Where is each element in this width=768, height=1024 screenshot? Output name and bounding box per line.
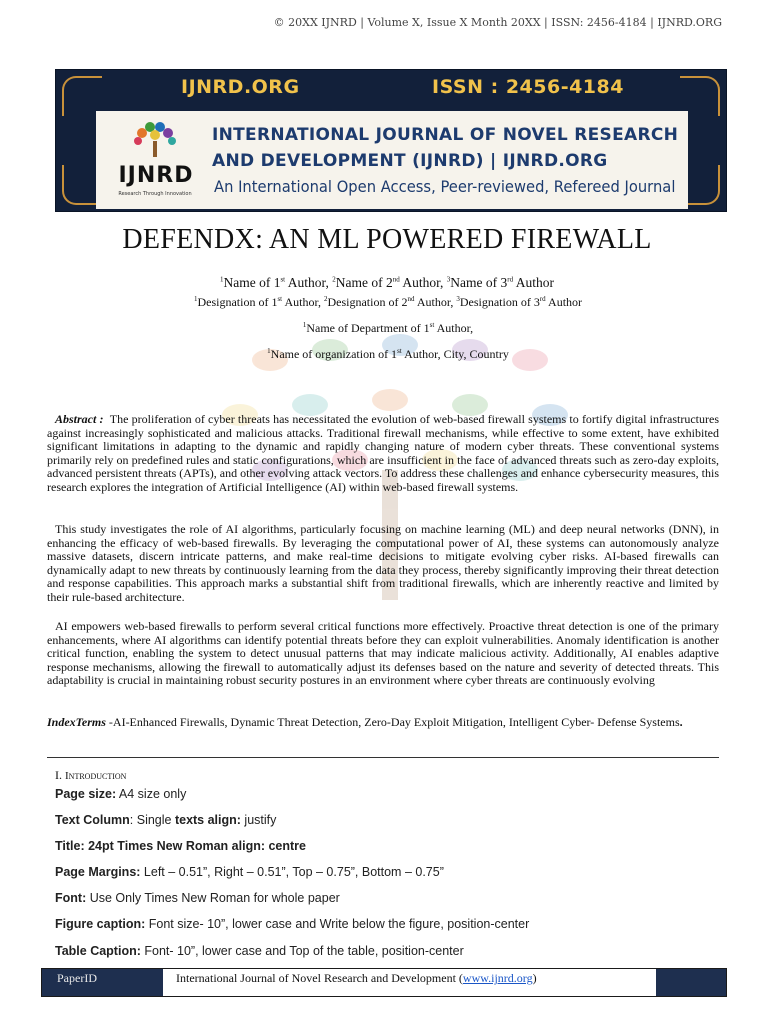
running-header: © 20XX IJNRD | Volume X, Issue X Month 20XX | ISSN: 2456-4184 | IJNRD.ORG [273,16,722,29]
author-organization: $^1$Name of organization of 1st Author, City, Country [267,347,509,361]
guideline-margins: Page Margins: Left – 0.51”, Right – 0.51”, Top – 0.75”, Bottom – 0.75” [55,865,444,879]
author-department: $^1$Name of Department of 1st Author, [302,321,474,335]
abstract-paragraph-2: This study investigates the role of AI algorithms, particularly focusing on machine learning (ML) and deep neural networks (DNN), in enhancing the efficacy of web-based firewalls. By leveraging the computational power of AI, these systems can autonomously analyze massive datasets, discern intricate patterns, and make real-time decisions to mitigate evolving cyber risks. AI-based firewalls can dynamically adapt to new threats by continuously learning from the data they process, thereby significantly improving their threat detection and response capabilities. This approach marks a substantial shift from traditional firewalls, which are inherently reactive and limited by their rule-based architecture. [47,522,719,604]
journal-name-line-2: AND DEVELOPMENT (IJNRD) | IJNRD.ORG [212,151,608,171]
section-divider [47,757,719,758]
journal-banner [55,69,727,212]
footer-journal: International Journal of Novel Research and Development (www.ijnrd.org) [176,971,537,985]
corner-ornament [62,76,102,116]
guideline-page-size: Page size: A4 size only [55,787,187,801]
author-names: $^1$Name of 1st Author, $^2$Name of 2nd Author, $^3$Name of 3rd Author [219,275,555,290]
paper-title: DEFENDX: AN ML POWERED FIREWALL [122,224,652,255]
guideline-text-column: Text Column: Single texts align: justify [55,813,277,827]
author-designations: $^1$Designation of 1st Author, $^2$Designation of 2nd Author, $^3$Designation of 3rd Author [193,295,583,309]
section-heading: I. Introduction [55,768,127,782]
abstract-paragraph-3: AI empowers web-based firewalls to perform several critical functions more effectively. Proactive threat detection is one of the primary enhancements, where AI algorithms can identify potential threats before they can exploit vulnerabilities. Anomaly identification is another critical function, enabling the system to detect unusual patterns that may indicate malicious activity. Additionally, AI enables adaptive response mechanisms, allowing the firewall to automatically adjust its defenses based on the nature and severity of detected threats. This adaptability is crucial in maintaining robust security postures in an environment where cyber threats are continuously evolving [47,619,719,688]
ijnrd-logo [110,117,200,203]
index-terms-label: IndexTerms [47,715,106,729]
journal-name-line-1: INTERNATIONAL JOURNAL OF NOVEL RESEARCH [212,125,679,145]
banner-site: IJNRD.ORG [181,76,300,98]
guideline-title: Title: 24pt Times New Roman align: centre [55,839,306,853]
guideline-table-caption: Table Caption: Font- 10”, lower case and Top of the table, position-center [55,944,464,958]
journal-website-link[interactable]: www.ijnrd.org [462,971,533,985]
guideline-font: Font: Use Only Times New Roman for whole paper [55,891,340,905]
logo-brand: IJNRD [118,163,194,188]
index-terms: IndexTerms -AI-Enhanced Firewalls, Dynamic Threat Detection, Zero-Day Exploit Mitigation, Intelligent Cyber- Defense Systems. [47,715,683,729]
abstract-paragraph-1: Abstract : The proliferation of cyber threats has necessitated the evolution of web-based firewall systems to fortify digital infrastructures against increasingly sophisticated and malicious attacks. Traditional firewall mechanisms, while effective to some extent, have exhibited significant limitations in adapting to the dynamic and rapidly changing nature of modern cyber threats. These conventional systems primarily rely on predefined rules and static configurations, which are insufficient in the face of advanced threats such as zero-day exploits, advanced persistent threats (APTs), and other evolving attack vectors. To address these challenges and enhance cybersecurity measures, this research explores the integration of Artificial Intelligence (AI) within web-based firewall systems. [47,412,719,494]
abstract-label: Abstract : [55,412,104,426]
corner-ornament [680,76,720,116]
paper-id-label: PaperID [42,969,163,996]
banner-issn: ISSN : 2456-4184 [432,76,624,98]
banner-panel [96,111,688,209]
logo-tagline: Research Through Innovation [118,191,192,197]
page-footer [41,968,727,997]
guideline-figure-caption: Figure caption: Font size- 10”, lower case and Write below the figure, position-center [55,917,530,931]
journal-subtitle: An International Open Access, Peer-reviewed, Refereed Journal [214,177,676,196]
footer-block [656,969,726,996]
tree-logo-icon [128,119,182,159]
